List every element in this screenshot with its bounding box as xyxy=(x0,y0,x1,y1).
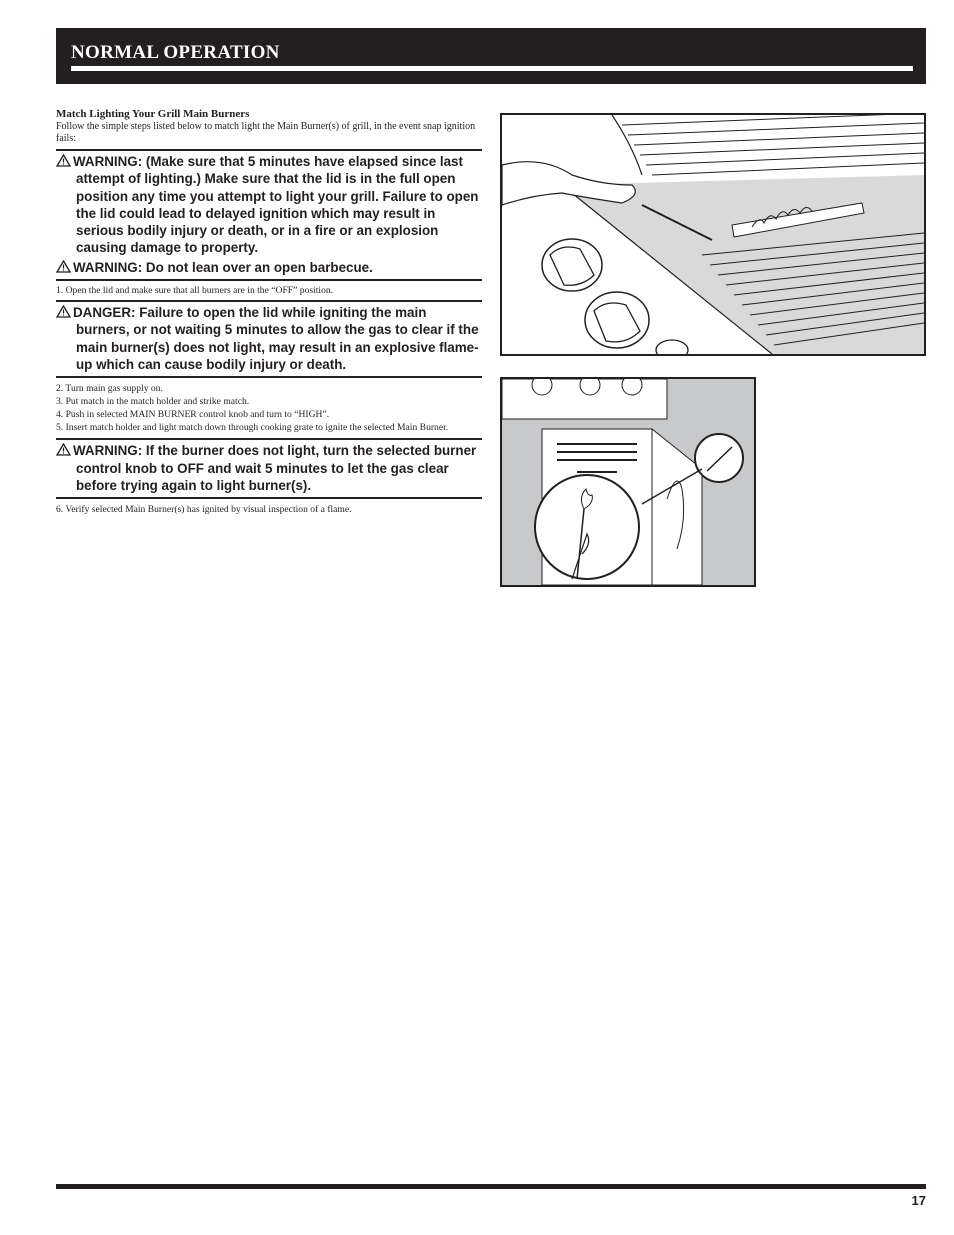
divider xyxy=(56,438,482,440)
step-item: 5. Insert match holder and light match down through cooking grate to ignite the selected Main Burner. xyxy=(56,422,449,434)
step-item: 1. Open the lid and make sure that all burners are in the “OFF” position. xyxy=(56,285,334,297)
warning-triangle-icon xyxy=(56,260,71,273)
step-item: 6. Verify selected Main Burner(s) has ignited by visual inspection of a flame. xyxy=(56,504,352,516)
warning-lean xyxy=(56,259,482,276)
header-rule xyxy=(71,66,913,71)
section-heading: Match Lighting Your Grill Main Burners xyxy=(56,108,250,120)
warning-lid-open xyxy=(56,153,482,257)
page-title: NORMAL OPERATION xyxy=(71,42,280,63)
divider xyxy=(56,279,482,281)
danger-text: DANGER: Failure to open the lid while igniting the main burners, or not waiting 5 minutes to allow the gas to clear if the main burner(s) does not light, may result in an explosive flame-up which can cause bodily injury or death. xyxy=(73,305,479,372)
divider xyxy=(56,300,482,302)
step-item: 2. Turn main gas supply on. xyxy=(56,383,163,395)
grill-grates-drawing xyxy=(502,115,924,354)
step-list xyxy=(56,382,482,434)
warning-triangle-icon xyxy=(56,443,71,456)
footer-rule xyxy=(56,1184,926,1189)
section-intro: Follow the simple steps listed below to match light the Main Burner(s) of grill, in the event snap ignition fails: xyxy=(56,121,476,144)
divider xyxy=(56,497,482,499)
divider xyxy=(56,149,482,151)
warning-text: WARNING: If the burner does not light, turn the selected burner control knob to OFF and wait 5 minutes to let the gas clear before trying again to light burner(s). xyxy=(73,443,477,493)
page-number: 17 xyxy=(911,1193,926,1208)
page-header xyxy=(56,28,926,84)
match-holder-detail-illustration xyxy=(500,377,756,587)
warning-no-light xyxy=(56,442,482,494)
step-item: 3. Put match in the match holder and strike match. xyxy=(56,396,250,408)
danger-flame-up xyxy=(56,304,482,373)
cabinet-drawing xyxy=(502,379,754,585)
step-list xyxy=(56,503,482,516)
warning-text: WARNING: Do not lean over an open barbecue. xyxy=(73,259,373,275)
instructions-column xyxy=(56,108,482,520)
warning-triangle-icon xyxy=(56,154,71,167)
warning-text: WARNING: (Make sure that 5 minutes have elapsed since last attempt of lighting.) Make sure that the lid is in the full open position any time you attempt to light your grill. Failure to open the lid could lead to delayed ignition which may result in serious bodily injury or death, or in a fire or an explosion causing damage to property. xyxy=(73,154,479,256)
step-list xyxy=(56,284,482,297)
grill-match-lighting-illustration xyxy=(500,113,926,356)
warning-triangle-icon xyxy=(56,305,71,318)
step-item: 4. Push in selected MAIN BURNER control knob and turn to “HIGH”. xyxy=(56,409,330,421)
divider xyxy=(56,376,482,378)
